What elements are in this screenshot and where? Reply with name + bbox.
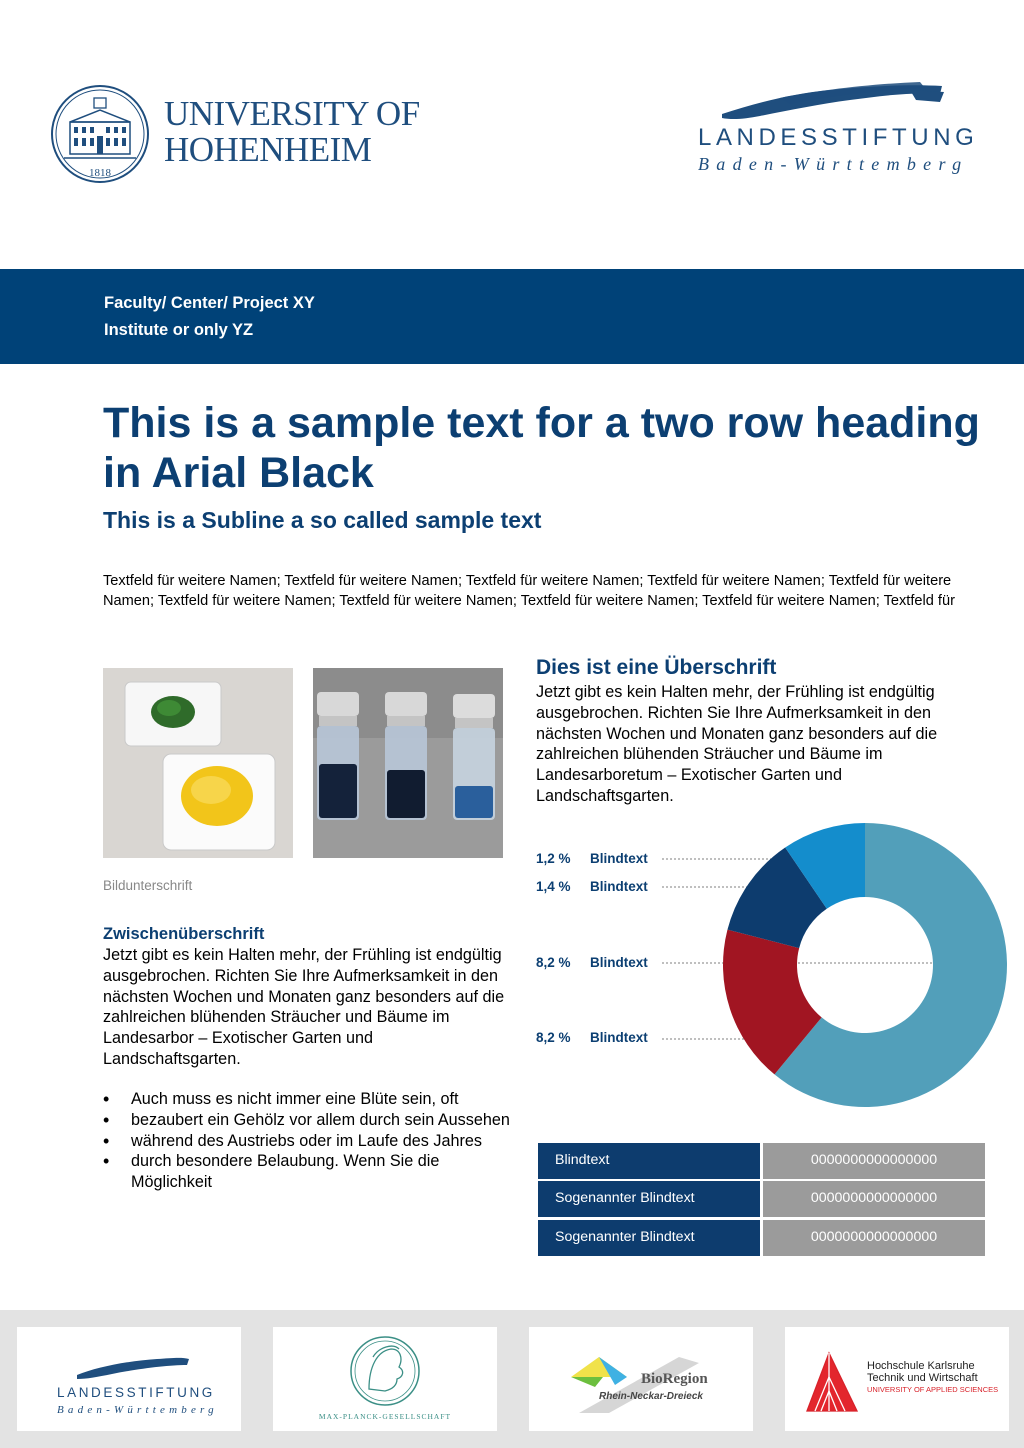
footer-logo-hochschule-karlsruhe: [785, 1327, 1009, 1431]
brush-stroke-icon: [77, 1358, 189, 1379]
faculty-band: [0, 269, 1024, 364]
donut-chart: [660, 820, 1024, 1110]
table-row: [538, 1143, 986, 1179]
legend-percent: 1,4 %: [536, 879, 571, 894]
university-name-line2: HOHENHEIM: [164, 130, 372, 169]
section-heading-right: Dies ist eine Überschrift: [536, 656, 777, 679]
chart-legend-item: [536, 955, 648, 970]
landesstiftung-subline: Baden-Württemberg: [698, 154, 969, 174]
footer-logo-landesstiftung: [17, 1327, 241, 1431]
legend-percent: 8,2 %: [536, 955, 571, 970]
bullet-item: • durch besondere Belaubung. Wenn Sie die Möglichkeit: [103, 1151, 513, 1193]
legend-percent: 8,2 %: [536, 1030, 571, 1045]
legend-percent: 1,2 %: [536, 851, 571, 866]
bullet-item: • Auch muss es nicht immer eine Blüte sein, oft: [103, 1089, 513, 1110]
university-seal-icon: [50, 84, 150, 184]
chart-legend-item: [536, 879, 648, 894]
table-cell-value: 0000000000000000: [763, 1181, 985, 1217]
bullet-list: [103, 1089, 513, 1193]
bullet-item: • bezaubert ein Gehölz vor allem durch sein Aussehen: [103, 1110, 513, 1131]
legend-label: Blindtext: [590, 879, 648, 894]
hs-karlsruhe-icon: [807, 1353, 857, 1411]
footer-logo3-subline: Rhein-Neckar-Dreieck: [599, 1391, 703, 1402]
footer-logo3-name: BioRegion: [641, 1371, 708, 1387]
seal-year: 1818: [89, 167, 111, 179]
table-cell-value: 0000000000000000: [763, 1220, 985, 1256]
table-row: [538, 1220, 986, 1256]
subline: This is a Subline a so called sample text: [103, 507, 542, 533]
section-body-left: Jetzt gibt es kein Halten mehr, der Frühling ist endgültig ausgebrochen. Richten Sie Ihre Aufmerksamkeit in den nächsten Wochen und Monaten ganz besonders auf die zahlreichen blühenden Sträucher und Bäume im Landesarbor – Exotischer Garten und Landschaftsgarten.: [103, 946, 505, 1068]
brush-stroke-icon: [720, 80, 945, 122]
table-cell-label: Sogenannter Blindtext: [538, 1220, 760, 1256]
legend-label: Blindtext: [590, 851, 648, 866]
page-title: This is a sample text for a two row heading in Arial Black: [103, 399, 980, 497]
legend-label: Blindtext: [590, 1030, 648, 1045]
landesstiftung-name: LANDESSTIFTUNG: [698, 124, 979, 151]
chart-legend-item: [536, 1030, 648, 1045]
footer-logos: [0, 1310, 1024, 1448]
footer-logo4-line2: Technik und Wirtschaft: [867, 1372, 978, 1384]
faculty-line: Faculty/ Center/ Project XY: [104, 294, 315, 312]
footer-logo-max-planck: [273, 1327, 497, 1431]
section-heading-left: Zwischenüberschrift: [103, 925, 265, 943]
landesstiftung-logo: [690, 80, 980, 180]
footer-logo-bioregion: [529, 1327, 753, 1431]
legend-label: Blindtext: [590, 955, 648, 970]
table-cell-label: Blindtext: [538, 1143, 760, 1179]
footer-logo1-subline: Baden-Württemberg: [57, 1404, 218, 1416]
names-text: Textfeld für weitere Namen; Textfeld für weitere Namen; Textfeld für weitere Namen; Textfeld für weitere Namen; Textfeld für weitere Namen; Textfeld für weitere Namen; Textfeld für weitere Namen; Textfeld für weitere Namen; Textfeld für weitere Namen; Textfeld für: [103, 573, 955, 609]
photo-vials: [313, 668, 503, 858]
footer-logo2-name: MAX-PLANCK-GESELLSCHAFT: [318, 1412, 452, 1421]
bullet-item: • während des Austriebs oder im Laufe des Jahres: [103, 1131, 513, 1152]
image-caption: Bildunterschrift: [103, 878, 193, 893]
table-cell-label: Sogenannter Blindtext: [538, 1181, 760, 1217]
table-row: [538, 1181, 986, 1217]
section-body-right: Jetzt gibt es kein Halten mehr, der Frühling ist endgültig ausgebrochen. Richten Sie Ihre Aufmerksamkeit in den nächsten Wochen und Monaten ganz besonders auf die zahlreichen blühenden Sträucher und Bäume im Landesarboretum – Exotischer Garten und Landschaftsgarten.: [536, 683, 938, 805]
institute-line: Institute or only YZ: [104, 321, 254, 339]
footer-logo1-name: LANDESSTIFTUNG: [57, 1385, 215, 1400]
chart-legend-item: [536, 851, 648, 866]
university-name-line1: UNIVERSITY OF: [164, 94, 420, 133]
university-hohenheim-logo: [50, 84, 440, 188]
photo-powder-dishes: [103, 668, 293, 858]
table-cell-value: 0000000000000000: [763, 1143, 985, 1179]
footer-logo4-line3: UNIVERSITY OF APPLIED SCIENCES: [867, 1385, 999, 1394]
footer-logo4-line1: Hochschule Karlsruhe: [867, 1360, 975, 1372]
